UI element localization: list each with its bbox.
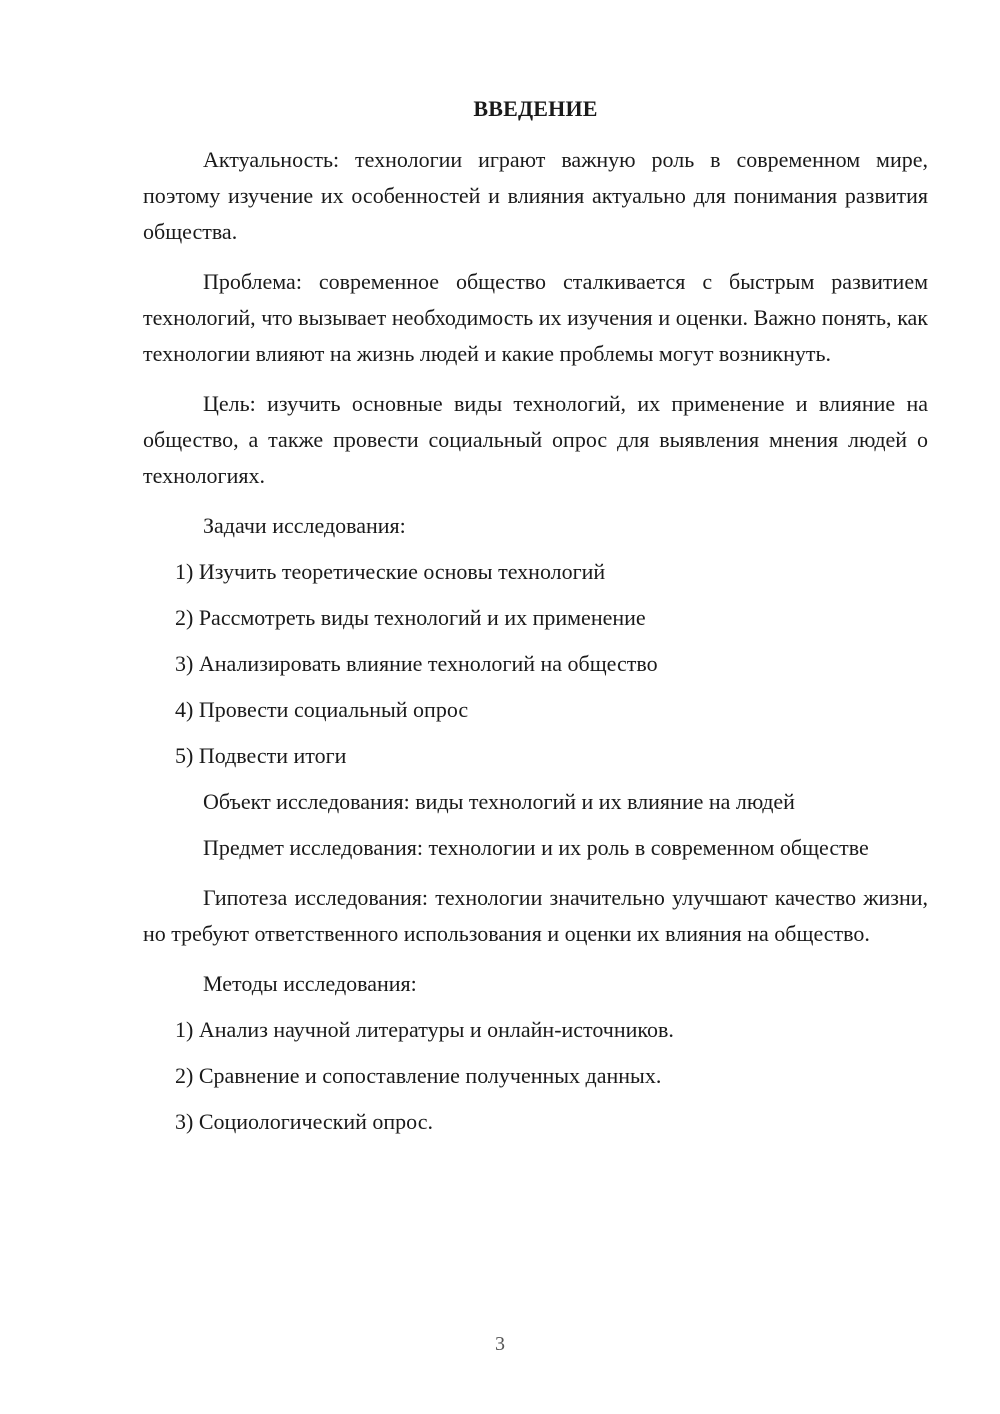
methods-title: Методы исследования: bbox=[203, 971, 417, 996]
list-item: 2) Сравнение и сопоставление полученных данных. bbox=[175, 1063, 662, 1088]
page-number: 3 bbox=[495, 1333, 505, 1355]
problem-paragraph: Проблема: современное общество сталкивается с быстрым развитием технологий, что вызывает необходимость их изучения и оценки. Важно понять, как технологии влияют на жизнь людей и какие проблемы могут возникнуть. bbox=[143, 269, 928, 366]
list-item: 3) Социологический опрос. bbox=[175, 1109, 433, 1134]
goal-paragraph: Цель: изучить основные виды технологий, их применение и влияние на общество, а также провести социальный опрос для выявления мнения людей о технологиях. bbox=[143, 391, 928, 488]
hypothesis-paragraph: Гипотеза исследования: технологии значительно улучшают качество жизни, но требуют ответственного использования и оценки их влияния на общество. bbox=[143, 885, 928, 946]
document-page bbox=[143, 94, 928, 1150]
object-paragraph: Объект исследования: виды технологий и их влияние на людей bbox=[203, 789, 795, 814]
tasks-list bbox=[143, 554, 928, 774]
list-item: 3) Анализировать влияние технологий на общество bbox=[175, 651, 658, 676]
section-heading: ВВЕДЕНИЕ bbox=[473, 96, 598, 121]
subject-paragraph: Предмет исследования: технологии и их роль в современном обществе bbox=[203, 835, 869, 860]
methods-list bbox=[143, 1012, 928, 1140]
list-item: 5) Подвести итоги bbox=[175, 743, 347, 768]
list-item: 4) Провести социальный опрос bbox=[175, 697, 469, 722]
tasks-title: Задачи исследования: bbox=[203, 513, 406, 538]
list-item: 2) Рассмотреть виды технологий и их применение bbox=[175, 605, 646, 630]
relevance-paragraph: Актуальность: технологии играют важную роль в современном мире, поэтому изучение их особенностей и влияния актуально для понимания развития общества. bbox=[143, 147, 928, 244]
list-item: 1) Анализ научной литературы и онлайн-источников. bbox=[175, 1017, 674, 1042]
list-item: 1) Изучить теоретические основы технологий bbox=[175, 559, 606, 584]
